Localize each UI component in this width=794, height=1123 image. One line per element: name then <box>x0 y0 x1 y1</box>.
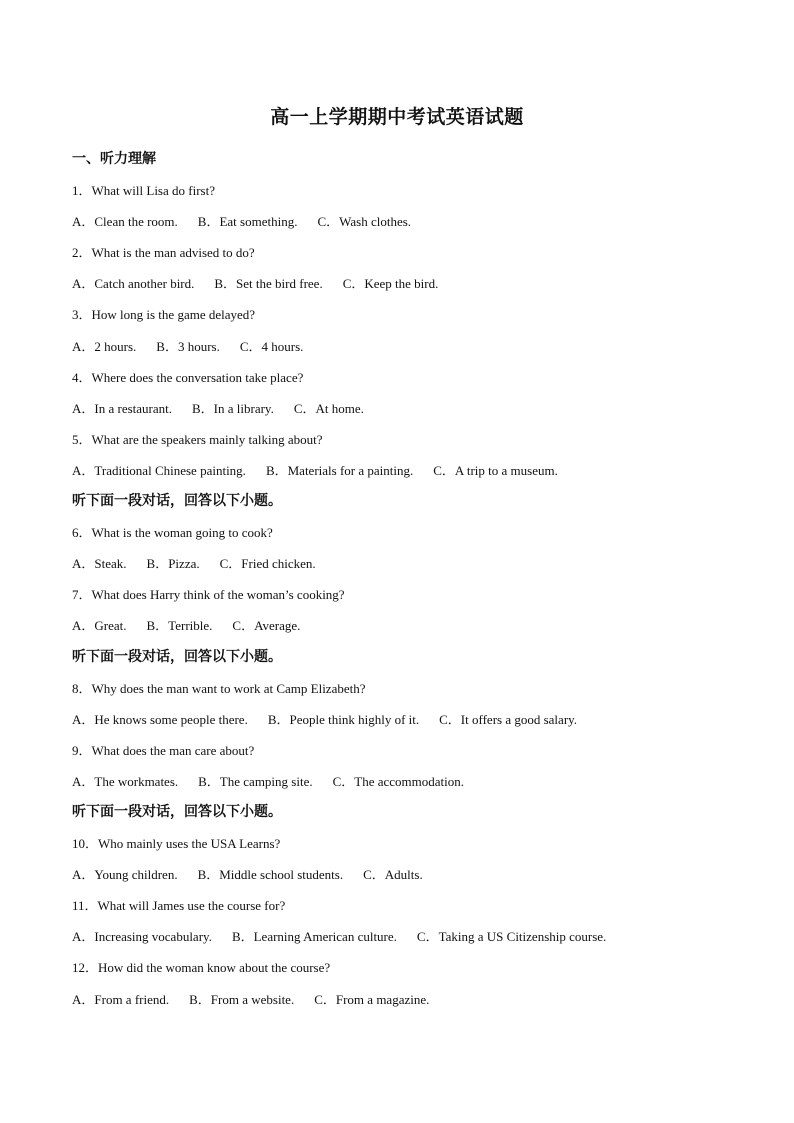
question-stem: 6．What is the woman going to cook? <box>72 525 273 541</box>
question-options <box>72 206 762 237</box>
question-options <box>72 766 762 797</box>
question-stem: 3．How long is the game delayed? <box>72 307 256 323</box>
option-b: B．Terrible. <box>146 618 213 634</box>
option-c: C．At home. <box>293 400 364 416</box>
section-heading: 一、听力理解 <box>72 151 156 167</box>
option-a: A．Increasing vocabulary. <box>72 929 212 945</box>
option-b: B．Middle school students. <box>197 867 344 883</box>
question-stem: 10．Who mainly uses the USA Learns? <box>72 836 281 852</box>
option-a: A．He knows some people there. <box>72 711 248 727</box>
option-c: C．Taking a US Citizenship course. <box>416 929 607 945</box>
option-a: A．Steak. <box>72 556 127 572</box>
question-stem: 12．How did the woman know about the course? <box>72 960 331 976</box>
dialogue-instruction: 听下面一段对话，回答以下小题。 <box>72 803 282 820</box>
option-c: C．Keep the bird. <box>342 276 439 292</box>
dialogue-instruction: 听下面一段对话，回答以下小题。 <box>72 493 282 510</box>
listening-section <box>72 144 762 1015</box>
question-stem: 2．What is the man advised to do? <box>72 245 255 261</box>
option-a: A．In a restaurant. <box>72 400 172 416</box>
option-b: B．From a website. <box>189 991 295 1007</box>
question-options <box>72 984 762 1015</box>
option-c: C．From a magazine. <box>314 991 430 1007</box>
option-c: C．Adults. <box>363 867 423 883</box>
option-c: C．A trip to a museum. <box>433 462 558 478</box>
question-options <box>72 859 762 890</box>
question-options <box>72 268 762 299</box>
option-b: B．Learning American culture. <box>231 929 397 945</box>
option-b: B．Materials for a painting. <box>265 462 414 478</box>
option-c: C．It offers a good salary. <box>439 711 578 727</box>
option-b: B．Eat something. <box>197 214 298 230</box>
question-stem: 7．What does Harry think of the woman’s cooking? <box>72 587 345 603</box>
question-options <box>72 331 762 362</box>
dialogue-instruction: 听下面一段对话，回答以下小题。 <box>72 648 282 665</box>
option-b: B．Set the bird free. <box>214 276 323 292</box>
option-a: A．2 hours. <box>72 338 137 354</box>
option-a: A．From a friend. <box>72 991 170 1007</box>
option-b: B．People think highly of it. <box>267 711 420 727</box>
question-stem: 5．What are the speakers mainly talking about? <box>72 431 323 447</box>
option-c: C．Average. <box>232 618 301 634</box>
page-title: 高一上学期期中考试英语试题 <box>270 106 524 128</box>
question-options <box>72 610 762 641</box>
option-c: C．Wash clothes. <box>317 214 412 230</box>
question-stem: 8．Why does the man want to work at Camp Elizabeth? <box>72 680 366 696</box>
question-stem: 9．What does the man care about? <box>72 742 255 758</box>
option-a: A．Young children. <box>72 867 178 883</box>
option-a: A．Catch another bird. <box>72 276 195 292</box>
question-options <box>72 455 762 486</box>
option-a: A．Great. <box>72 618 127 634</box>
option-c: C．The accommodation. <box>332 773 465 789</box>
option-c: C．4 hours. <box>239 338 304 354</box>
option-b: B．3 hours. <box>156 338 220 354</box>
option-a: A．The workmates. <box>72 773 179 789</box>
option-b: B．The camping site. <box>198 773 313 789</box>
question-options <box>72 921 762 952</box>
question-stem: 1．What will Lisa do first? <box>72 183 215 199</box>
question-options <box>72 548 762 579</box>
option-a: A．Traditional Chinese painting. <box>72 462 246 478</box>
question-stem: 4．Where does the conversation take place? <box>72 369 304 385</box>
option-a: A．Clean the room. <box>72 214 178 230</box>
question-options <box>72 393 762 424</box>
question-stem: 11．What will James use the course for? <box>72 898 286 914</box>
question-options <box>72 704 762 735</box>
option-b: B．In a library. <box>192 400 274 416</box>
option-c: C．Fried chicken. <box>219 556 316 572</box>
option-b: B．Pizza. <box>146 556 200 572</box>
